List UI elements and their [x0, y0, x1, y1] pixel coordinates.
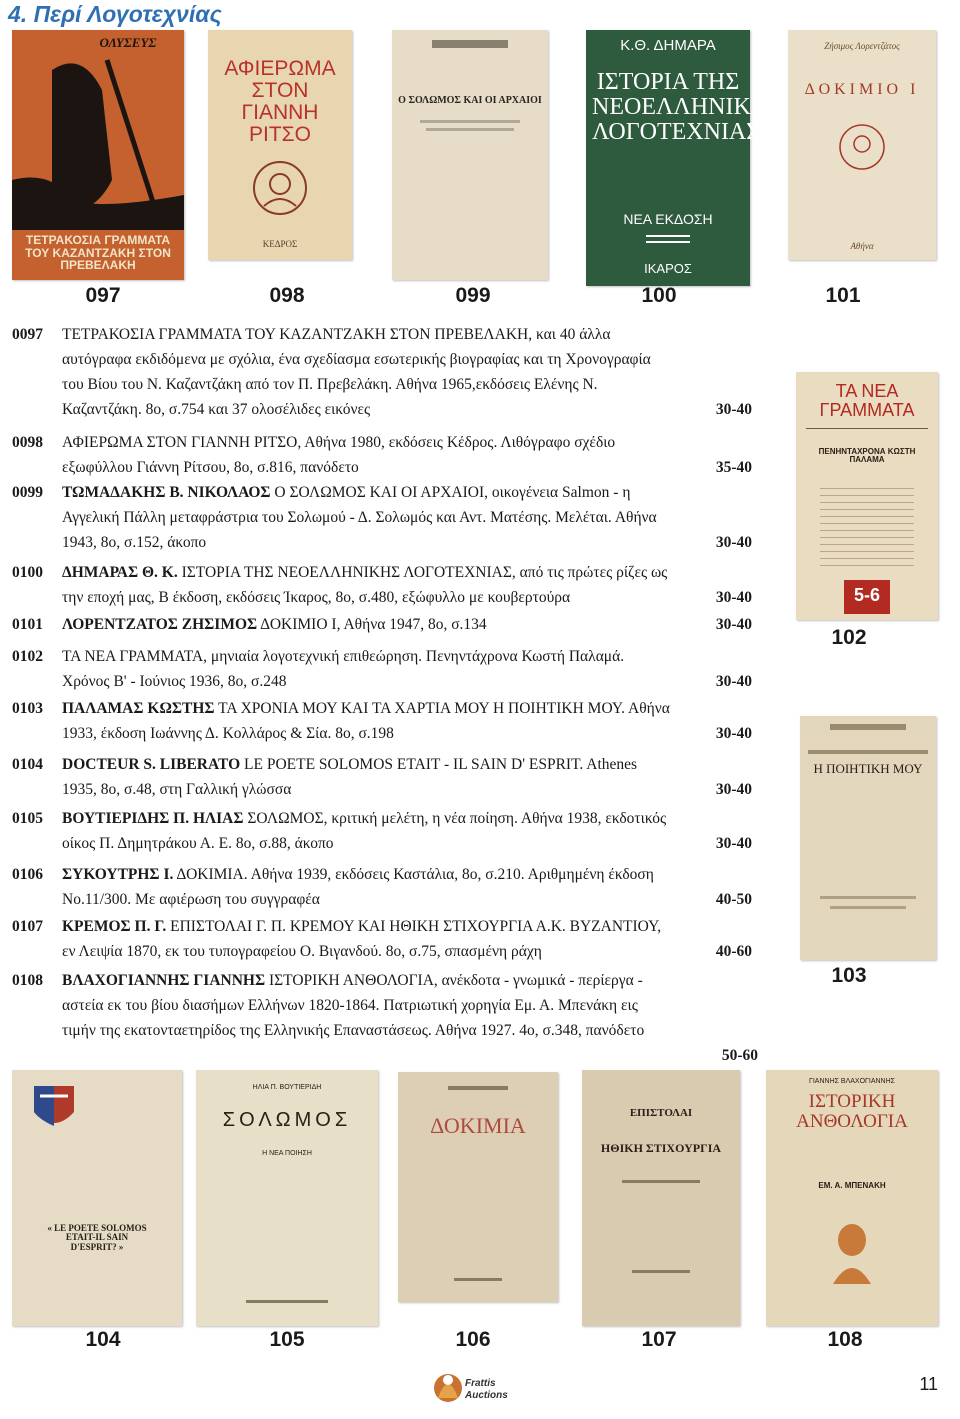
- cover-108-sponsor: ΕΜ. Α. ΜΠΕΝΑΚΗ: [818, 1181, 886, 1190]
- entry-text: ΔΟΚΙΜΙΟ Ι, Αθήνα 1947, 8ο, σ.134: [257, 616, 487, 633]
- entry-line: [62, 777, 752, 802]
- cover-100[interactable]: [586, 30, 783, 286]
- entry-line: [62, 669, 752, 694]
- entry-price: 30-40: [715, 589, 752, 606]
- label-099: 099: [455, 284, 491, 307]
- entry-description: [62, 430, 752, 480]
- label-103: 103: [831, 964, 867, 987]
- catalog-entry: [12, 644, 752, 694]
- label-104: 104: [85, 1328, 121, 1351]
- entry-price: 30-40: [715, 781, 752, 798]
- entry-text: ΤΑ ΝΕΑ ΓΡΑΜΜΑΤΑ, μηνιαία λογοτεχνική επιθεώρηση. Πενηντάχρονα Κωστή Παλαμά.: [62, 648, 625, 665]
- entry-text: ΤΕΤΡΑΚΟΣΙΑ ΓΡΑΜΜΑΤΑ ΤΟΥ ΚΑΖΑΝΤΖΑΚΗ ΣΤΟΝ ΠΡΕΒΕΛΑΚΗ, και 40 άλλα: [62, 326, 611, 343]
- cover-103-title: Η ΠΟΙΗΤΙΚΗ ΜΟΥ: [813, 761, 923, 776]
- entry-description: [62, 644, 752, 694]
- cover-102[interactable]: [796, 372, 938, 620]
- catalog-entry: [12, 752, 752, 802]
- entry-line: [62, 862, 752, 887]
- entry-price: 40-60: [715, 943, 752, 960]
- entry-description: [62, 322, 752, 422]
- entry-description: [62, 806, 752, 856]
- entry-line: [62, 721, 752, 746]
- cover-097[interactable]: [12, 30, 184, 280]
- entry-description: [62, 752, 752, 802]
- label-097: 097: [85, 284, 121, 307]
- catalog-entry: [12, 480, 752, 555]
- cover-106-imprint: [454, 1278, 502, 1281]
- entry-price: 40-50: [715, 891, 752, 908]
- entry-line: [62, 430, 752, 455]
- cover-108[interactable]: [766, 1070, 938, 1326]
- cover-107[interactable]: [582, 1070, 740, 1326]
- entry-author: ΔΗΜΑΡΑΣ Θ. Κ.: [62, 564, 178, 581]
- entry-code: 0099: [12, 484, 43, 501]
- entry-line: [62, 752, 752, 777]
- cover-100-publisher: ΙΚΑΡΟΣ: [644, 261, 692, 276]
- entry-description: [62, 696, 752, 746]
- entry-code: 0107: [12, 918, 43, 935]
- cover-098-title: ΑΦΙΕΡΩΜΑ ΣΤΟΝ ΓΙΑΝΝΗ ΡΙΤΣΟ: [224, 57, 336, 147]
- entry-code: 0106: [12, 866, 43, 883]
- entry-author: ΒΟΥΤΙΕΡΙΔΗΣ Π. ΗΛΙΑΣ: [62, 810, 244, 827]
- entry-line: [62, 530, 752, 555]
- entry-line: [62, 372, 752, 397]
- entry-line: [62, 322, 752, 347]
- label-108: 108: [827, 1328, 863, 1351]
- entry-author: ΛΟΡΕΝΤΖΑΤΟΣ ΖΗΣΙΜΟΣ: [62, 616, 258, 633]
- entry-text: την εποχή μας, Β έκδοση, εκδόσεις Ίκαρος, 8ο, σ.480, εξώφυλλο με κουβερτούρα: [62, 589, 571, 606]
- cover-103-line: [830, 906, 906, 909]
- cover-098[interactable]: [208, 30, 352, 260]
- entry-line: [62, 968, 752, 993]
- entry-text: LE POETE SOLOMOS ETAIT - IL SAIN D' ESPRIT. Athenes: [240, 756, 638, 773]
- entry-text: Χρόνος Β' - Ιούνιος 1936, 8ο, σ.248: [62, 673, 287, 690]
- entry-author: ΠΑΛΑΜΑΣ ΚΩΣΤΗΣ: [62, 700, 215, 717]
- cover-102-issue: 5-6: [853, 585, 880, 605]
- entry-price: 30-40: [715, 725, 752, 742]
- entry-code: 0103: [12, 700, 43, 717]
- entry-line: [62, 560, 752, 585]
- entry-author: ΣΥΚΟΥΤΡΗΣ Ι.: [62, 866, 174, 883]
- label-102: 102: [831, 626, 867, 649]
- cover-099[interactable]: [392, 30, 548, 280]
- cover-104-title: « LE POETE SOLOMOS ETAIT-IL SAIN D'ESPRIT? »: [47, 1223, 147, 1252]
- logo-text: Frattis Auctions: [465, 1378, 508, 1401]
- entry-text: εξωφύλλου Γιάννη Ρίτσου, 8ο, σ.816, πανόδετο: [62, 459, 359, 476]
- bust-medallion-icon: [827, 1218, 877, 1288]
- entry-price: 35-40: [715, 459, 752, 476]
- page-header: [0, 0, 960, 28]
- portrait-medallion-icon: [250, 158, 310, 218]
- entry-description: [62, 914, 752, 964]
- cover-107-title: ΗΘΙΚΗ ΣΤΙΧΟΥΡΓΙΑ: [600, 1141, 722, 1155]
- entry-line: [62, 455, 752, 480]
- entry-code: 0098: [12, 434, 43, 451]
- catalog-entry: [12, 612, 752, 637]
- cover-099-title: Ο ΣΟΛΩΜΟΣ ΚΑΙ ΟΙ ΑΡΧΑΙΟΙ: [398, 95, 542, 106]
- entry-line: [62, 696, 752, 721]
- cover-099-line: [420, 120, 520, 123]
- cover-105-imprint: [246, 1300, 328, 1303]
- entry-text: ΙΣΤΟΡΙΚΗ ΑΝΘΟΛΟΓΙΑ, ανέκδοτα - γνωμικά - περίεργα -: [265, 972, 643, 989]
- entry-price: 30-40: [715, 616, 752, 633]
- cover-102-title: ΤΑ ΝΕΑ ΓΡΑΜΜΑΤΑ: [819, 381, 915, 420]
- entry-line: [62, 806, 752, 831]
- entry-line: [62, 505, 752, 530]
- entry-author: ΚΡΕΜΟΣ Π. Γ.: [62, 918, 167, 935]
- cover-107-imprint: [632, 1270, 690, 1273]
- cover-103-author-bar: [830, 724, 906, 730]
- entry-description: [62, 862, 752, 912]
- page-number: 11: [919, 1374, 938, 1394]
- entry-text: ΤΑ ΧΡΟΝΙΑ ΜΟΥ ΚΑΙ ΤΑ ΧΑΡΤΙΑ ΜΟΥ Η ΠΟΙΗΤΙΚΗ ΜΟΥ. Αθήνα: [214, 700, 670, 717]
- label-101: 101: [825, 284, 861, 307]
- entry-text: Καζαντζάκη. 8ο, σ.754 και 37 ολοσέλιδες εικόνες: [62, 401, 371, 418]
- entry-author: DOCTEUR S. LIBERATO: [62, 756, 241, 773]
- entry-line: [62, 993, 752, 1018]
- cover-106[interactable]: [398, 1072, 558, 1302]
- cover-101[interactable]: [788, 30, 936, 260]
- entry-line: [62, 914, 752, 939]
- catalog-entry: [12, 968, 758, 1068]
- cover-103-line: [820, 896, 916, 899]
- cover-104[interactable]: [12, 1070, 182, 1326]
- catalog-entry: [12, 914, 752, 964]
- entry-text: Ο ΣΟΛΩΜΟΣ ΚΑΙ ΟΙ ΑΡΧΑΙΟΙ, οικογένεια Salmon - η: [270, 484, 631, 501]
- catalog-entry: [12, 696, 752, 746]
- entry-text: αστεία εκ του βίου διασήμων Ελλήνων 1820-1864. Πατριωτική χορηγία Εμ. Α. Μπενάκη εις: [62, 997, 638, 1014]
- entry-code: 0102: [12, 648, 43, 665]
- entry-code: 0097: [12, 326, 43, 343]
- cover-105-title: ΣΟΛΩΜΟΣ: [222, 1109, 352, 1131]
- cover-103-line: [808, 750, 928, 754]
- entry-text: οίκος Π. Δημητράκου Α. Ε. 8ο, σ.88, άκοπο: [62, 835, 334, 852]
- entry-text: ΣΟΛΩΜΟΣ, κριτική μελέτη, η νέα ποίηση. Αθήνα 1938, εκδοτικός: [243, 810, 667, 827]
- cover-103[interactable]: [800, 716, 936, 960]
- entry-price: 30-40: [715, 835, 752, 852]
- entry-text: εν Λειψία 1870, εκ του τυπογραφείου Ο. Βιγανδού. 8ο, σ.75, σπασμένη ράχη: [62, 943, 542, 960]
- label-106: 106: [455, 1328, 491, 1351]
- entry-line: [62, 887, 752, 912]
- entry-text: ΔΟΚΙΜΙΑ. Αθήνα 1939, εκδόσεις Καστάλια, 8ο, σ.210. Αριθμημένη έκδοση: [173, 866, 654, 883]
- cover-101-place: Αθήνα: [850, 241, 874, 251]
- cover-098-publisher: ΚΕΔΡΟΣ: [262, 239, 298, 249]
- catalog-entry: [12, 322, 752, 422]
- ornament-icon: [646, 235, 690, 243]
- cover-105-author: ΗΛΙΑ Π. ΒΟΥΤΙΕΡΙΔΗ: [252, 1084, 322, 1091]
- cover-099-line: [426, 128, 514, 131]
- entry-line: [62, 831, 752, 856]
- label-100: 100: [641, 284, 677, 307]
- catalog-entry: [12, 430, 752, 480]
- entry-line: [62, 347, 752, 372]
- entry-price: 30-40: [715, 673, 752, 690]
- entry-text: 1943, 8ο, σ.152, άκοπο: [62, 534, 207, 551]
- entry-price: 30-40: [715, 401, 752, 418]
- cover-099-author-bar: [432, 40, 508, 48]
- entry-text: τιμήν της εκατονταετηρίδος της Ελληνικής Επαναστάσεως. Αθήνα 1927. 4ο, σ.348, πανόδετο: [62, 1022, 645, 1039]
- cover-102-rule: [806, 428, 928, 429]
- cover-107-top: ΕΠΙΣΤΟΛΑΙ: [629, 1107, 693, 1119]
- cover-097-top-text: ΟΛΥΣΕΥΣ: [99, 35, 157, 50]
- catalog-entry: [12, 560, 752, 610]
- cover-102-contents: [820, 482, 914, 572]
- entry-author: ΤΩΜΑΔΑΚΗΣ Β. ΝΙΚΟΛΑΟΣ: [62, 484, 271, 501]
- catalog-entry: [12, 862, 752, 912]
- cover-101-title: ΔΟΚΙΜΙΟ Ι: [804, 81, 920, 98]
- coat-of-arms-icon: [30, 1082, 78, 1136]
- cover-100-edition: ΝΕΑ ΕΚΔΟΣΗ: [623, 211, 713, 227]
- entry-price: 30-40: [715, 534, 752, 551]
- catalog-entry: [12, 806, 752, 856]
- cover-107-line: [622, 1180, 700, 1183]
- cover-105-subtitle: Η ΝΕΑ ΠΟΙΗΣΗ: [262, 1150, 312, 1157]
- entry-description: [62, 480, 752, 555]
- entry-code: 0105: [12, 810, 43, 827]
- entry-description: [62, 612, 752, 637]
- cover-105[interactable]: [196, 1070, 378, 1326]
- entry-line: [62, 397, 752, 422]
- entry-code: 0101: [12, 616, 43, 633]
- label-107: 107: [641, 1328, 677, 1351]
- entry-text: 1935, 8ο, σ.48, στη Γαλλική γλώσσα: [62, 781, 292, 798]
- cover-106-title: ΔΟΚΙΜΙΑ: [430, 1113, 526, 1138]
- entry-price: 50-60: [721, 1047, 758, 1064]
- entry-line: [62, 585, 752, 610]
- entry-text: ΑΦΙΕΡΩΜΑ ΣΤΟΝ ΓΙΑΝΝΗ ΡΙΤΣΟ, Αθήνα 1980, εκδόσεις Κέδρος. Λιθόγραφο σχέδιο: [62, 434, 616, 451]
- entry-line: [62, 612, 752, 637]
- cover-097-bottom-text: ΤΕΤΡΑΚΟΣΙΑ ΓΡΑΜΜΑΤΑ ΤΟΥ ΚΑΖΑΝΤΖΑΚΗ ΣΤΟΝ ΠΡΕΒΕΛΑΚΗ: [25, 233, 171, 273]
- section-title: 4. Περί Λογοτεχνίας: [8, 1, 222, 27]
- entry-description: [62, 560, 752, 610]
- label-105: 105: [269, 1328, 305, 1351]
- entry-code: 0104: [12, 756, 43, 773]
- entry-text: ΙΣΤΟΡΙΑ ΤΗΣ ΝΕΟΕΛΛΗΝΙΚΗΣ ΛΟΓΟΤΕΧΝΙΑΣ, από τις πρώτες ρίζες ως: [177, 564, 668, 581]
- cover-101-author: Ζήσιμος Λορεντζάτος: [824, 41, 900, 51]
- medallion-icon: [837, 122, 887, 172]
- cover-102-subtitle: ΠΕΝΗΝΤΑΧΡΟΝΑ ΚΩΣΤΗ ΠΑΛΑΜΑ: [818, 447, 916, 465]
- entry-code: 0100: [12, 564, 43, 581]
- cover-108-title: ΙΣΤΟΡΙΚΗ ΑΝΘΟΛΟΓΙΑ: [796, 1091, 908, 1132]
- cover-100-title: ΙΣΤΟΡΙΑ ΤΗΣ ΝΕΟΕΛΛΗΝΙΚΗΣ ΛΟΓΟΤΕΧΝΙΑΣ: [592, 69, 783, 146]
- entry-text: No.11/300. Με αφιέρωση του συγγραφέα: [62, 891, 320, 908]
- entry-text: αυτόγραφα εκδιδόμενα με σχόλια, ένα σχεδίασμα εσωτερικής βιογραφίας και τη Χρονογραφία: [62, 351, 651, 368]
- entry-line: [62, 480, 752, 505]
- entry-text: ΕΠΙΣΤΟΛΑΙ Γ. Π. ΚΡΕΜΟΥ ΚΑΙ ΗΘΙΚΗ ΣΤΙΧΟΥΡΓΙΑ Α.Κ. ΒΥΖΑΝΤΙΟΥ,: [166, 918, 662, 935]
- entry-text: Αγγελική Πάλλη μεταφράστρια του Σολωμού - Δ. Σολωμός και Αντ. Ματέσης. Μελέται. Αθήνα: [62, 509, 657, 526]
- label-098: 098: [269, 284, 305, 307]
- entry-description: [62, 968, 752, 1043]
- cover-108-author: ΓΙΑΝΝΗΣ ΒΛΑΧΟΓΙΑΝΝΗΣ: [809, 1078, 895, 1085]
- entry-code: 0108: [12, 972, 43, 989]
- entry-text: του Βίου του Ν. Καζαντζάκη από τον Π. Πρεβελάκη. Αθήνα 1965,εκδόσεις Ελένης Ν.: [62, 376, 598, 393]
- entry-text: 1933, έκδοση Ιωάννης Δ. Κολλάρος & Σία. 8ο, σ.198: [62, 725, 394, 742]
- entry-author: ΒΛΑΧΟΓΙΑΝΝΗΣ ΓΙΑΝΝΗΣ: [62, 972, 266, 989]
- entry-line: [62, 939, 752, 964]
- entry-line: [62, 644, 752, 669]
- entry-line: [62, 1018, 752, 1043]
- cover-106-author-bar: [448, 1086, 508, 1090]
- cover-100-author: Κ.Θ. ΔΗΜΑΡΑ: [620, 37, 716, 54]
